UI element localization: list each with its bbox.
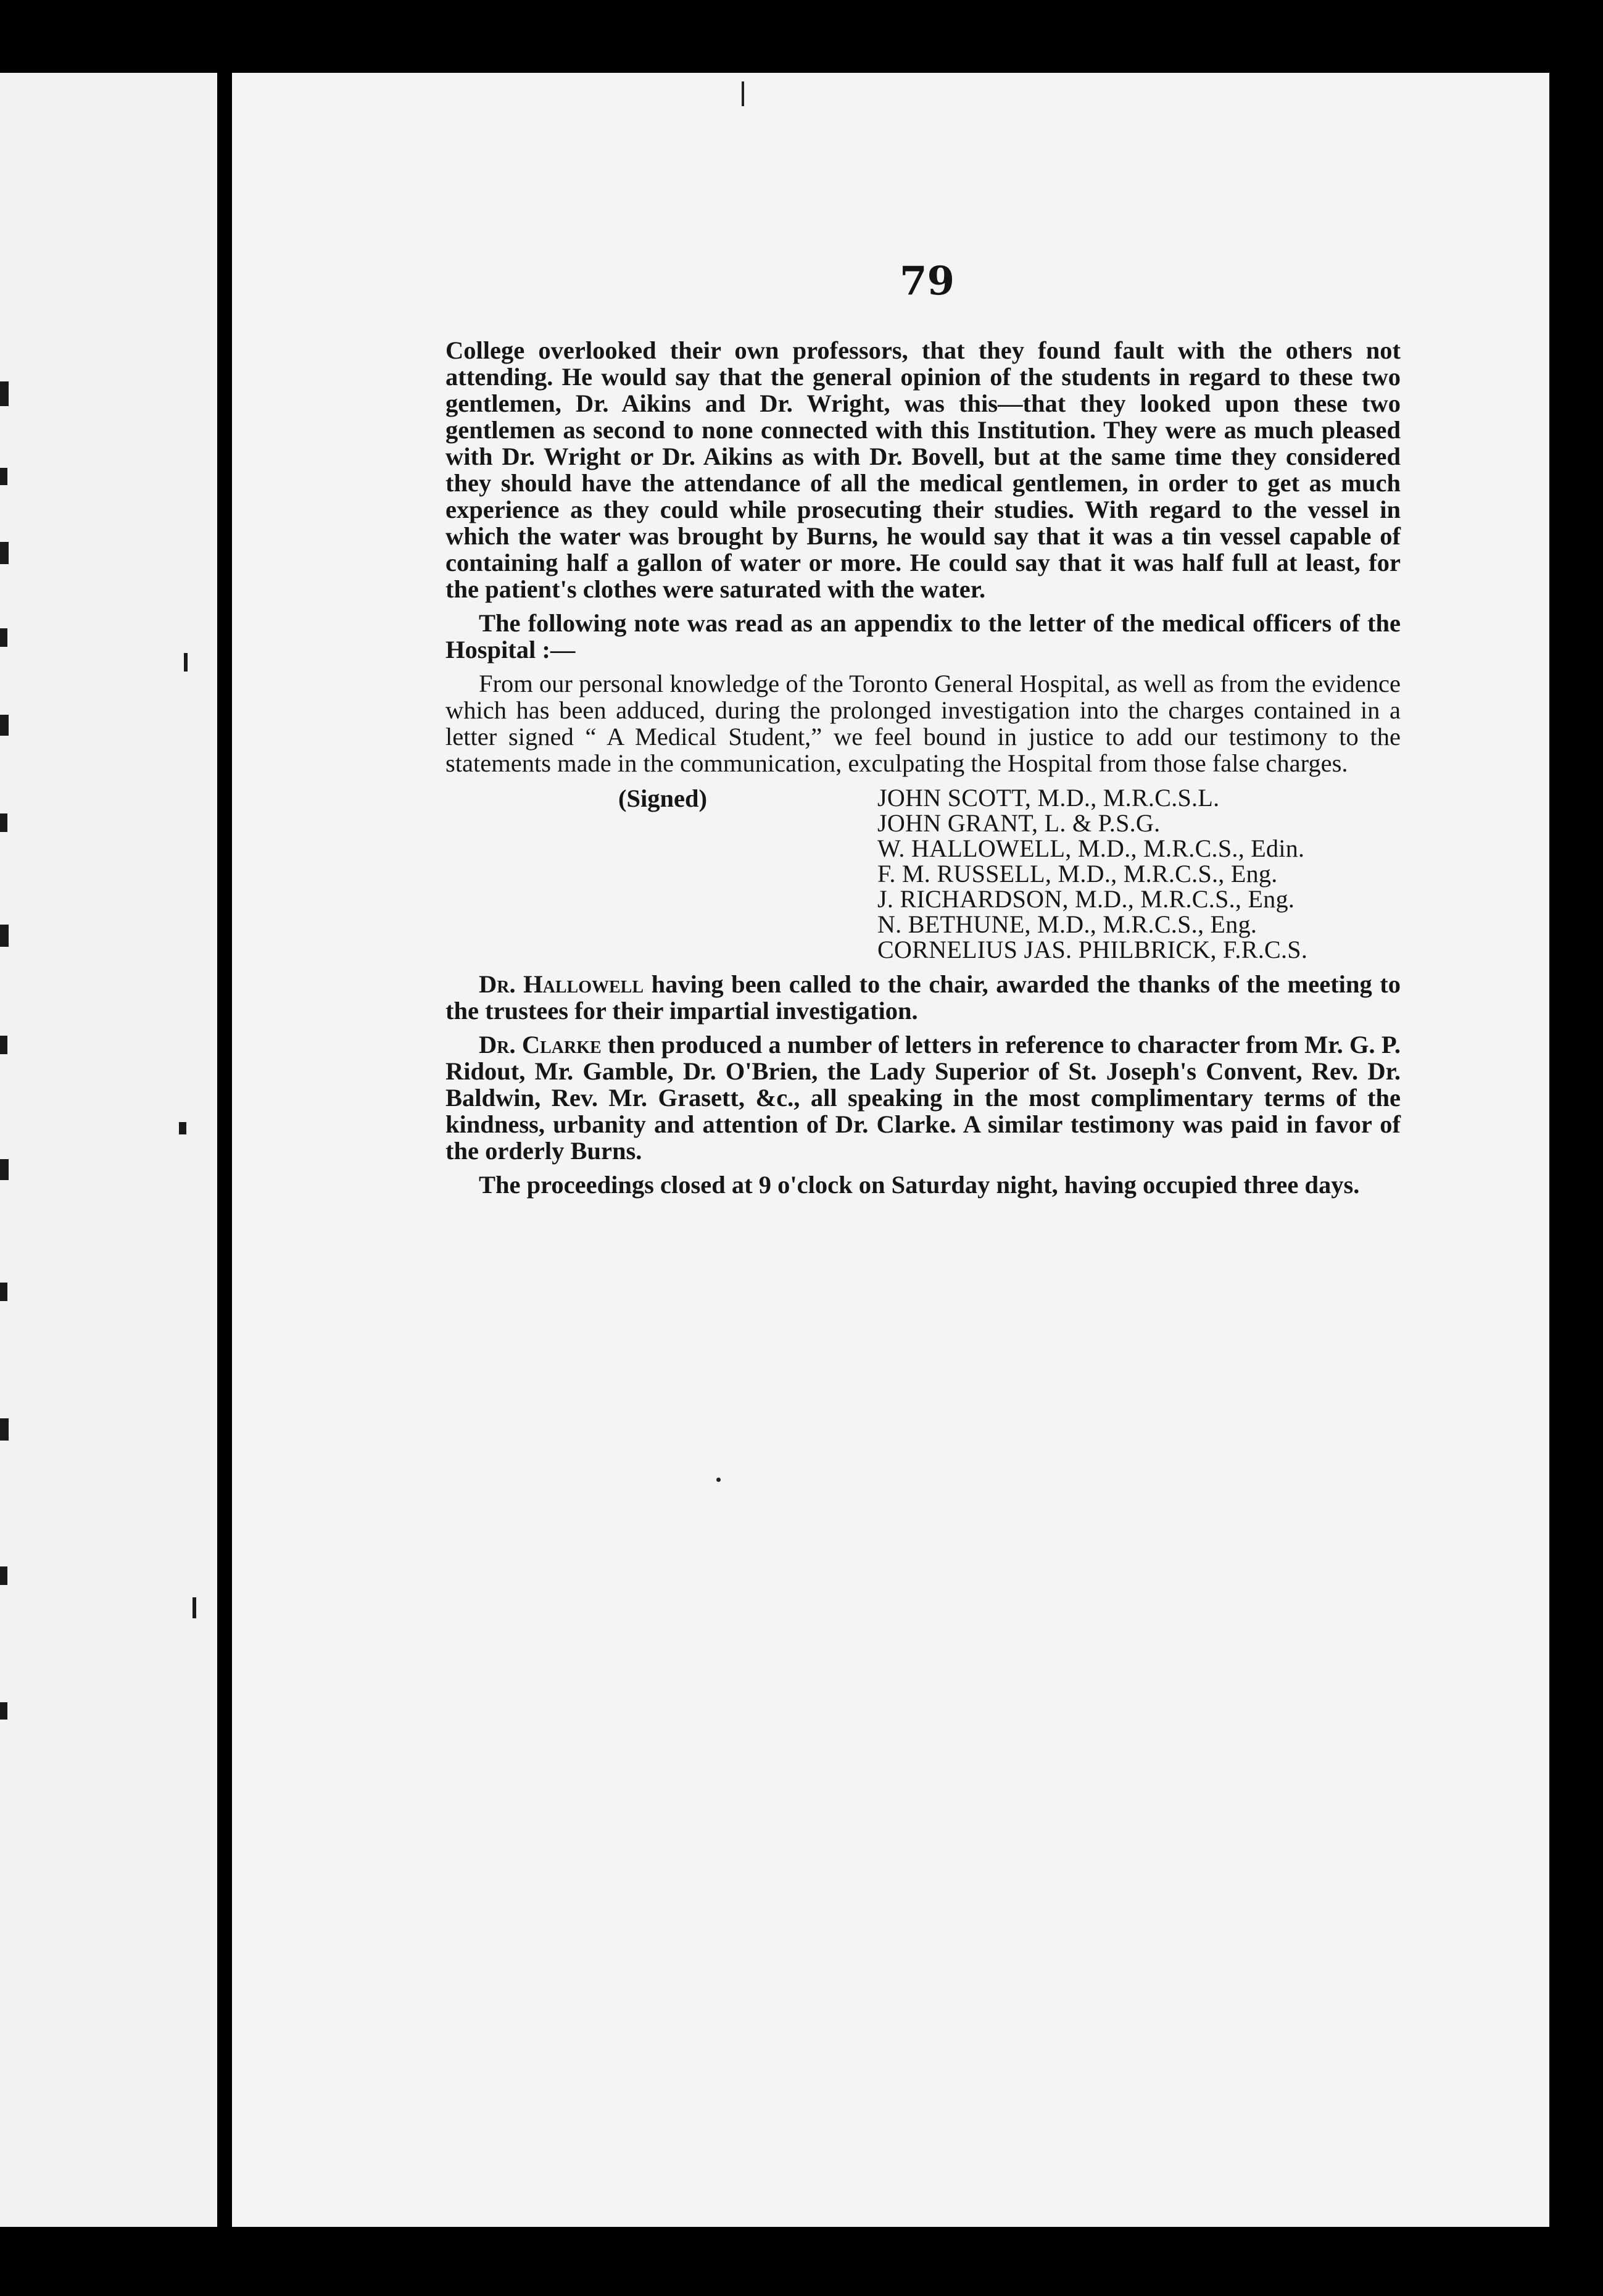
margin-mark	[0, 1283, 7, 1301]
signatory: J. RICHARDSON, M.D., M.R.C.S., Eng.	[877, 885, 1295, 913]
margin-mark	[0, 813, 7, 832]
margin-mark	[184, 653, 188, 672]
speaker-name: Dr. Hallowell	[479, 970, 644, 998]
margin-mark	[0, 381, 9, 406]
margin-mark	[179, 1122, 186, 1134]
signatory: JOHN SCOTT, M.D., M.R.C.S.L.	[877, 784, 1220, 812]
signatory: F. M. RUSSELL, M.D., M.R.C.S., Eng.	[877, 860, 1278, 888]
margin-mark	[0, 628, 7, 647]
margin-mark	[0, 1159, 9, 1180]
margin-mark	[0, 1036, 7, 1054]
signed-label: (Signed)	[618, 784, 708, 812]
paragraph-appendix-note: From our personal knowledge of the Toronto General Hospital, as well as from the evidence which has been adduced, during the prolonged investigation into the charges contained in a letter signed “ A Medical Student,” we feel bound in justice to add our testimony to the statements made in the communication, exculpating the Hospital from those false charges.	[445, 670, 1401, 777]
paragraph-chair	[445, 971, 1401, 1024]
page-number: 79	[900, 258, 955, 304]
margin-mark	[0, 1418, 9, 1441]
signatory: W. HALLOWELL, M.D., M.R.C.S., Edin.	[877, 834, 1305, 862]
ink-speck	[742, 81, 744, 106]
signature-block	[445, 785, 1401, 962]
margin-mark	[0, 542, 9, 564]
margin-mark	[0, 715, 9, 736]
margin-mark	[0, 1566, 7, 1585]
paragraph-chair-text: having been called to the chair, awarded the thanks of the meeting to the trustees for their impartial investigation.	[445, 970, 1401, 1025]
paragraph-appendix-intro: The following note was read as an appendix to the letter of the medical officers of the Hospital :—	[445, 609, 1401, 663]
paragraph-closing: The proceedings closed at 9 o'clock on Saturday night, having occupied three days.	[479, 1171, 1360, 1199]
margin-mark	[193, 1597, 196, 1618]
paragraph-testimony: College overlooked their own professors, that they found fault with the others not attending. He would say that the general opinion of the students in regard to these two gentlemen, Dr. Aikins and Dr. Wright, was this—that they looked upon these two gentlemen as second to none connected with this Institution. They were as much pleased with Dr. Wright or Dr. Aikins as with Dr. Bovell, but at the same time they considered they should have the attendance of all the medical gentlemen, in order to get as much experience as they could while prosecuting their studies. With regard to the vessel in which the water was brought by Burns, he would say that it was a tin vessel capable of containing half a gallon of water or more. He could say that it was half full at least, for the patient's clothes were saturated with the water.	[445, 336, 1401, 603]
signatory: JOHN GRANT, L. & P.S.G.	[877, 809, 1161, 837]
margin-mark	[0, 1702, 7, 1720]
signatory: CORNELIUS JAS. PHILBRICK, F.R.C.S.	[877, 936, 1308, 963]
document-page	[232, 73, 1549, 2227]
ink-speck	[716, 1478, 721, 1482]
signatory: N. BETHUNE, M.D., M.R.C.S., Eng.	[877, 910, 1257, 938]
margin-mark	[0, 925, 9, 947]
paragraph-letters-text: then produced a number of letters in reference to character from Mr. G. P. Ridout, Mr. Gamble, Dr. O'Brien, the Lady Superior of St. Joseph's Convent, Rev. Dr. Baldwin, Rev. Mr. Grasett, &c., all speaking in the most complimentary terms of the kindness, urbanity and attention of Dr. Clarke. A similar testimony was paid in favor of the orderly Burns.	[445, 1031, 1401, 1165]
signatory-list	[877, 785, 1307, 962]
paragraph-letters	[445, 1031, 1401, 1164]
page-body	[445, 337, 1401, 1198]
margin-mark	[0, 468, 7, 485]
speaker-name: Dr. Clarke	[479, 1031, 602, 1059]
previous-page-edge	[0, 73, 217, 2227]
